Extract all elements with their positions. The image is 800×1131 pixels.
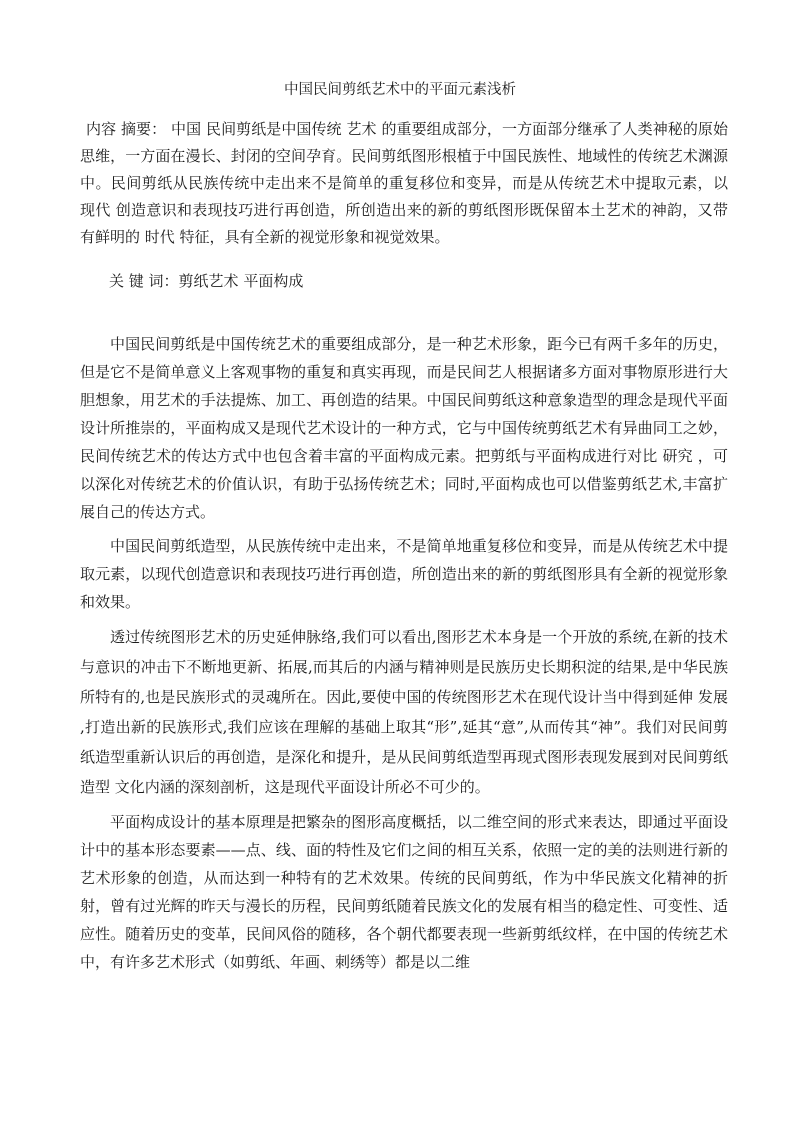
abstract-label: 内容 摘要：: [86, 120, 167, 138]
paragraph-3: 透过传统图形艺术的历史延伸脉络,我们可以看出,图形艺术本身是一个开放的系统,在新的技术与意识的冲击下不断地更新、拓展,而其后的内涵与精神则是民族历史长期积淀的结果,是中华民族所特有的,也是民族形式的灵魂所在。因此,要使中国的传统图形艺术在现代设计当中得到延伸 发展 ,打造出新的民族形式,我们应该在理解的基础上取其“形”,延其“意”,从而传其“神”。我们对民间剪纸造型重新认识后的再创造，是深化和提升，是从民间剪纸造型再现式图形表现发展到对民间剪纸造型 文化内涵的深刻剖析，这是现代平面设计所必不可少的。: [80, 628, 728, 796]
body-text: [80, 330, 728, 982]
document-title: 中国民间剪纸艺术中的平面元素浅析: [284, 82, 516, 98]
paragraph-1: 中国民间剪纸是中国传统艺术的重要组成部分，是一种艺术形象，距今已有两千多年的历史，但是它不是简单意义上客观事物的重复和真实再现，而是民间艺人根据诸多方面对事物原形进行大胆想象，用艺术的手法提炼、加工、再创造的结果。中国民间剪纸这种意象造型的理念是现代平面设计所推崇的，平面构成又是现代艺术设计的一种方式，它与中国传统剪纸艺术有异曲同工之妙，民间传统艺术的传达方式中也包含着丰富的平面构成元素。把剪纸与平面构成进行对比 研究 ，可以深化对传统艺术的价值认识，有助于弘扬传统艺术；同时,平面构成也可以借鉴剪纸艺术,丰富扩展自己的传达方式。: [80, 335, 728, 521]
keywords-text: 剪纸艺术 平面构成: [178, 272, 304, 290]
abstract-text: 中国 民间剪纸是中国传统 艺术 的重要组成部分，一方面部分继承了人类神秘的原始思维，一方面在漫长、封闭的空间孕育。民间剪纸图形根植于中国民族性、地域性的传统艺术渊源中。民间剪纸从民族传统中走出来不是简单的重复移位和变异，而是从传统艺术中提取元素，以 现代 创造意识和表现技巧进行再创造，所创造出来的新的剪纸图形既保留本土艺术的神韵，又带有鲜明的 时代 特征，具有全新的视觉形象和视觉效果。: [80, 120, 728, 246]
paragraph-2: 中国民间剪纸造型，从民族传统中走出来，不是简单地重复移位和变异，而是从传统艺术中提取元素，以现代创造意识和表现技巧进行再创造，所创造出来的新的剪纸图形具有全新的视觉形象和效果。: [80, 537, 728, 611]
paragraph-4: 平面构成设计的基本原理是把繁杂的图形高度概括，以二维空间的形式来表达，即通过平面设计中的基本形态要素——点、线、面的特性及它们之间的相互关系，依照一定的美的法则进行新的艺术形象的创造，从而达到一种特有的艺术效果。传统的民间剪纸，作为中华民族文化精神的折射，曾有过光辉的昨天与漫长的历程，民间剪纸随着民族文化的发展有相当的稳定性、可变性、适应性。随着历史的变革，民间风俗的随移，各个朝代都要表现一些新剪纸纹样，在中国的传统艺术中，有许多艺术形式（如剪纸、年画、刺绣等）都是以二维: [80, 813, 728, 971]
keywords-label: 关 键 词：: [109, 272, 179, 290]
abstract: [80, 116, 728, 251]
keywords: [109, 268, 729, 295]
